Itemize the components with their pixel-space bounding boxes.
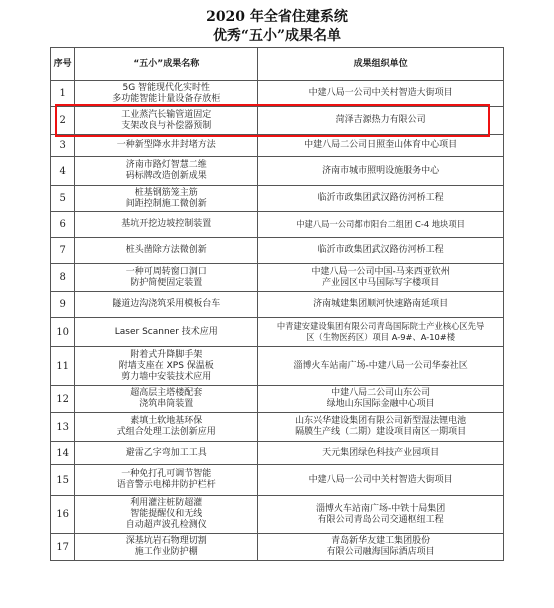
achievement-name-line: 附着式升降脚手架: [130, 349, 203, 360]
organization-line: 天元集团绿色科技产业园项目: [322, 447, 440, 458]
header-org: 成果组织单位: [258, 48, 504, 81]
organization: [258, 347, 504, 386]
organization-line: 临沂市政集团武汉路彷河桥工程: [317, 193, 444, 203]
table-row: [51, 81, 504, 107]
table-header-row: [51, 48, 504, 81]
achievement-name-line: 桩基钢筋笼主筋: [134, 187, 198, 198]
header-name: “五小”成果名称: [75, 48, 258, 81]
row-number: 4: [51, 157, 75, 186]
organization-line: 隔膜生产线（二期）建设项目南区一期项目: [295, 427, 467, 437]
organization-line: 有限公司融海国际酒店项目: [326, 547, 435, 557]
organization: [258, 212, 504, 238]
organization-line: 淄博火车站南广场-中建八局一公司华泰社区: [293, 360, 468, 371]
achievement-name-line: 避雷乙字弯加工工具: [125, 447, 207, 458]
achievement-name-line: 式组合处理工法创新应用: [116, 427, 216, 437]
row-number: 11: [51, 347, 75, 386]
organization: [258, 413, 504, 442]
organization: [258, 238, 504, 264]
organization-line: 产业园区中马国际写字楼项目: [322, 277, 440, 288]
table-row: [51, 496, 504, 534]
organization-line: 菏泽吉源热力有限公司: [335, 115, 426, 125]
table-body: [51, 81, 504, 561]
organization: [258, 81, 504, 107]
table-row: [51, 318, 504, 347]
organization: [258, 264, 504, 292]
organization-line: 山东兴华建设集团有限公司新型湿法锂电池: [295, 416, 467, 426]
achievement-name: [75, 135, 258, 157]
row-number: 10: [51, 318, 75, 347]
table-row: [51, 413, 504, 442]
achievement-name-line: 利用灌注桩防超灌: [130, 498, 203, 508]
table-row: [51, 347, 504, 386]
organization-line: 淄博火车站南广场-中铁十局集团: [315, 503, 446, 514]
table-row: [51, 107, 504, 135]
achievement-name-line: 自动超声波孔检测仪: [125, 520, 207, 530]
achievement-name-line: 防护简便固定装置: [130, 277, 203, 288]
header-num: 序号: [51, 48, 75, 81]
achievement-name-line: 智能提醒仪和无线: [130, 509, 203, 519]
achievement-name-line: 多功能智能计量设备存放柜: [112, 93, 221, 104]
organization: [258, 186, 504, 212]
title-line-1: 2020 年全省住建系统: [206, 9, 348, 25]
achievement-name-line: 支架改良与补偿器预制: [121, 120, 212, 131]
organization-line: 区（生物医药区）项目 A-9#、A-10#楼: [306, 332, 456, 342]
organization-line: 济南市城市照明设施服务中心: [322, 165, 440, 176]
achievement-name: [75, 442, 258, 465]
achievement-name-line: 桩头凿除方法微创新: [125, 245, 207, 255]
achievement-name-line: 附墙支座在 XPS 保温板: [118, 360, 214, 371]
table-row: [51, 212, 504, 238]
achievement-name: [75, 264, 258, 292]
achievement-name: [75, 347, 258, 386]
achievement-name-line: 素填土软地基环保: [130, 416, 203, 426]
organization: [258, 442, 504, 465]
organization-line: 有限公司青岛公司交通枢纽工程: [317, 514, 444, 525]
organization: [258, 292, 504, 318]
organization-line: 青岛新华友建工集团股份: [331, 536, 431, 546]
achievement-name-line: 语音警示电梯井防护栏杆: [116, 480, 216, 490]
achievement-name: [75, 534, 258, 561]
achievement-name: [75, 107, 258, 135]
organization-line: 济南城建集团顺河快速路南延项目: [313, 299, 449, 309]
organization-line: 中建八局一公司中关村智造大街项目: [308, 88, 453, 98]
row-number: 6: [51, 212, 75, 238]
table-row: [51, 386, 504, 413]
achievement-name-line: 隧道边沟浇筑采用模板台车: [112, 299, 221, 309]
achievement-name-line: 剪力墙中安装技术应用: [121, 371, 212, 382]
achievement-name-line: 一种免打孔可调节智能: [121, 469, 212, 479]
organization-line: 中青建安建设集团有限公司青岛国际院士产业核心区先导: [276, 321, 485, 331]
achievement-name-line: 浇筑串筒装置: [139, 399, 194, 409]
awards-table: [50, 47, 504, 561]
achievement-name: [75, 496, 258, 534]
organization-line: 中建八局二公司日照奎山体育中心项目: [304, 140, 458, 150]
table-row: [51, 157, 504, 186]
organization-line: 中建八局二公司山东公司: [331, 388, 431, 398]
achievement-name: [75, 413, 258, 442]
achievement-name-line: 超高层主塔楼配套: [130, 388, 203, 398]
achievement-name-line: 基坑开挖边坡控制装置: [121, 219, 212, 229]
table-row: [51, 465, 504, 496]
achievement-name-line: 工业蒸汽长输管道固定: [121, 109, 212, 120]
row-number: 7: [51, 238, 75, 264]
organization: [258, 465, 504, 496]
achievement-name-line: Laser Scanner 技术应用: [114, 326, 218, 337]
organization-line: 绿地山东国际金融中心项目: [326, 399, 435, 409]
table-row: [51, 292, 504, 318]
table-row: [51, 238, 504, 264]
title-line-2: 优秀“五小”成果名单: [212, 28, 342, 44]
organization-line: 中建八局一公司都市阳台二组团 C-4 地块项目: [296, 219, 465, 229]
row-number: 2: [51, 107, 75, 135]
organization: [258, 534, 504, 561]
achievement-name: [75, 465, 258, 496]
row-number: 14: [51, 442, 75, 465]
table-row: [51, 264, 504, 292]
row-number: 8: [51, 264, 75, 292]
achievement-name-line: 一种新型降水井封堵方法: [116, 140, 216, 150]
table-row: [51, 534, 504, 561]
achievement-name: [75, 238, 258, 264]
organization: [258, 386, 504, 413]
table-row: [51, 135, 504, 157]
row-number: 12: [51, 386, 75, 413]
organization-line: 中建八局一公司中国-马来西亚钦州: [311, 266, 450, 277]
achievement-name: [75, 292, 258, 318]
achievement-name: [75, 386, 258, 413]
organization: [258, 318, 504, 347]
achievement-name-line: 施工作业防护棚: [134, 547, 198, 557]
organization: [258, 107, 504, 135]
achievement-name: [75, 318, 258, 347]
row-number: 16: [51, 496, 75, 534]
achievement-name: [75, 186, 258, 212]
organization-line: 临沂市政集团武汉路彷河桥工程: [317, 245, 444, 255]
achievement-name: [75, 157, 258, 186]
achievement-name: [75, 81, 258, 107]
achievement-name: [75, 212, 258, 238]
organization-line: 中建八局一公司中关村智造大街项目: [308, 474, 453, 485]
achievement-name-line: 一种可周转窗口洞口: [125, 266, 207, 277]
achievement-name-line: 深基坑岩石物理切割: [125, 536, 207, 546]
row-number: 15: [51, 465, 75, 496]
organization: [258, 157, 504, 186]
row-number: 1: [51, 81, 75, 107]
achievement-name-line: 间距控制施工微创新: [125, 198, 207, 209]
row-number: 9: [51, 292, 75, 318]
table-row: [51, 186, 504, 212]
row-number: 17: [51, 534, 75, 561]
table-row: [51, 442, 504, 465]
organization: [258, 135, 504, 157]
organization: [258, 496, 504, 534]
row-number: 5: [51, 186, 75, 212]
achievement-name-line: 济南市路灯智慧二维: [125, 160, 207, 170]
row-number: 3: [51, 135, 75, 157]
achievement-name-line: 5G 智能现代化实时性: [122, 82, 211, 93]
row-number: 13: [51, 413, 75, 442]
achievement-name-line: 码标牌改造创新成果: [125, 171, 207, 181]
